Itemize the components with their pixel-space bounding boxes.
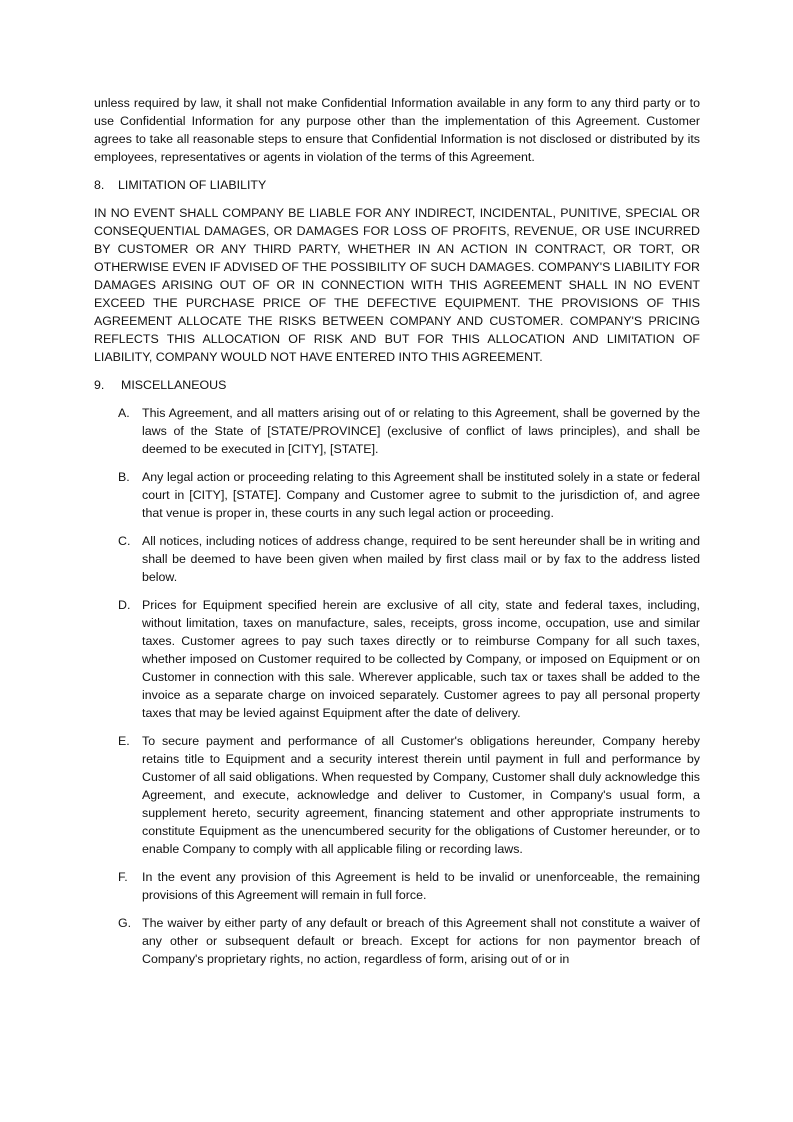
list-item-text: Any legal action or proceeding relating to this Agreement shall be instituted solely in a state or federal court in [CITY], [STATE]. Company and Customer agree to submit to the jurisdiction of, and agree that venue is proper in, these courts in any such legal action or proceeding. [142,470,700,520]
section-8-number: 8. [94,178,105,192]
section-8-heading [94,176,700,194]
list-item-f [94,868,700,904]
list-item-text: To secure payment and performance of all Customer's obligations hereunder, Company hereby retains title to Equipment and a security interest therein until payment in full and performance by Customer of all said obligations. When requested by Company, Customer shall duly acknowledge this Agreement, and execute, acknowledge and deliver to Customer, in Company's usual form, a supplement hereto, security agreement, financing statement and other appropriate instruments to constitute Equipment as the unencumbered security for the obligations of Customer hereunder, or to enable Company to comply with all applicable filing or recording laws. [142,734,700,856]
list-item-c [94,532,700,586]
list-item-letter: D. [118,598,131,612]
document-page [94,94,700,978]
list-item-text: This Agreement, and all matters arising out of or relating to this Agreement, shall be governed by the laws of the State of [STATE/PROVINCE] (exclusive of conflict of laws principles), and shall be deemed to be executed in [CITY], [STATE]. [142,406,700,456]
list-item-text: All notices, including notices of address change, required to be sent hereunder shall be in writing and shall be deemed to have been given when mailed by first class mail or by fax to the address listed below. [142,534,700,584]
section-9-title: MISCELLANEOUS [121,378,227,392]
list-item-g [94,914,700,968]
intro-paragraph: unless required by law, it shall not make Confidential Information available in any form to any third party or to use Confidential Information for any purpose other than the implementation of this Agreement. Customer agrees to take all reasonable steps to ensure that Confidential Information is not disclosed or distributed by its employees, representatives or agents in violation of the terms of this Agreement. [94,96,700,164]
list-item-text: The waiver by either party of any default or breach of this Agreement shall not constitute a waiver of any other or subsequent default or breach. Except for actions for non paymentor breach of Company's proprietary rights, no action, regardless of form, arising out of or in [142,916,700,966]
list-item-letter: G. [118,916,132,930]
list-item-e [94,732,700,858]
list-item-letter: E. [118,734,130,748]
section-8-title: LIMITATION OF LIABILITY [118,178,267,192]
section-9-heading [94,376,700,394]
section-9-number: 9. [94,378,105,392]
list-item-letter: C. [118,534,131,548]
list-item-b [94,468,700,522]
list-item-letter: B. [118,470,130,484]
list-item-letter: F. [118,870,128,884]
list-item-d [94,596,700,722]
limitation-of-liability-paragraph: IN NO EVENT SHALL COMPANY BE LIABLE FOR ANY INDIRECT, INCIDENTAL, PUNITIVE, SPECIAL OR CONSEQUENTIAL DAMAGES, OR DAMAGES FOR LOSS OF PROFITS, REVENUE, OR USE INCURRED BY CUSTOMER OR ANY THIRD PARTY, WHETHER IN AN ACTION IN CONTRACT, OR TORT, OR OTHERWISE EVEN IF ADVISED OF THE POSSIBILITY OF SUCH DAMAGES. COMPANY'S LIABILITY FOR DAMAGES ARISING OUT OF OR IN CONNECTION WITH THIS AGREEMENT SHALL IN NO EVENT EXCEED THE PURCHASE PRICE OF THE DEFECTIVE EQUIPMENT. THE PROVISIONS OF THIS AGREEMENT ALLOCATE THE RISKS BETWEEN COMPANY AND CUSTOMER. COMPANY'S PRICING REFLECTS THIS ALLOCATION OF RISK AND BUT FOR THIS ALLOCATION AND LIMITATION OF LIABILITY, COMPANY WOULD NOT HAVE ENTERED INTO THIS AGREEMENT. [94,206,700,364]
list-item-letter: A. [118,406,130,420]
list-item-text: In the event any provision of this Agreement is held to be invalid or unenforceable, the remaining provisions of this Agreement will remain in full force. [142,870,700,902]
miscellaneous-list [94,404,700,968]
list-item-a [94,404,700,458]
list-item-text: Prices for Equipment specified herein are exclusive of all city, state and federal taxes, including, without limitation, taxes on manufacture, sales, receipts, gross income, occupation, use and similar taxes. Customer agrees to pay such taxes directly or to reimburse Company for all such taxes, whether imposed on Customer required to be collected by Company, or imposed on Equipment or on Customer in connection with this sale. Wherever applicable, such tax or taxes shall be added to the invoice as a separate charge on invoiced separately. Customer agrees to pay all personal property taxes that may be levied against Equipment after the date of delivery. [142,598,700,720]
